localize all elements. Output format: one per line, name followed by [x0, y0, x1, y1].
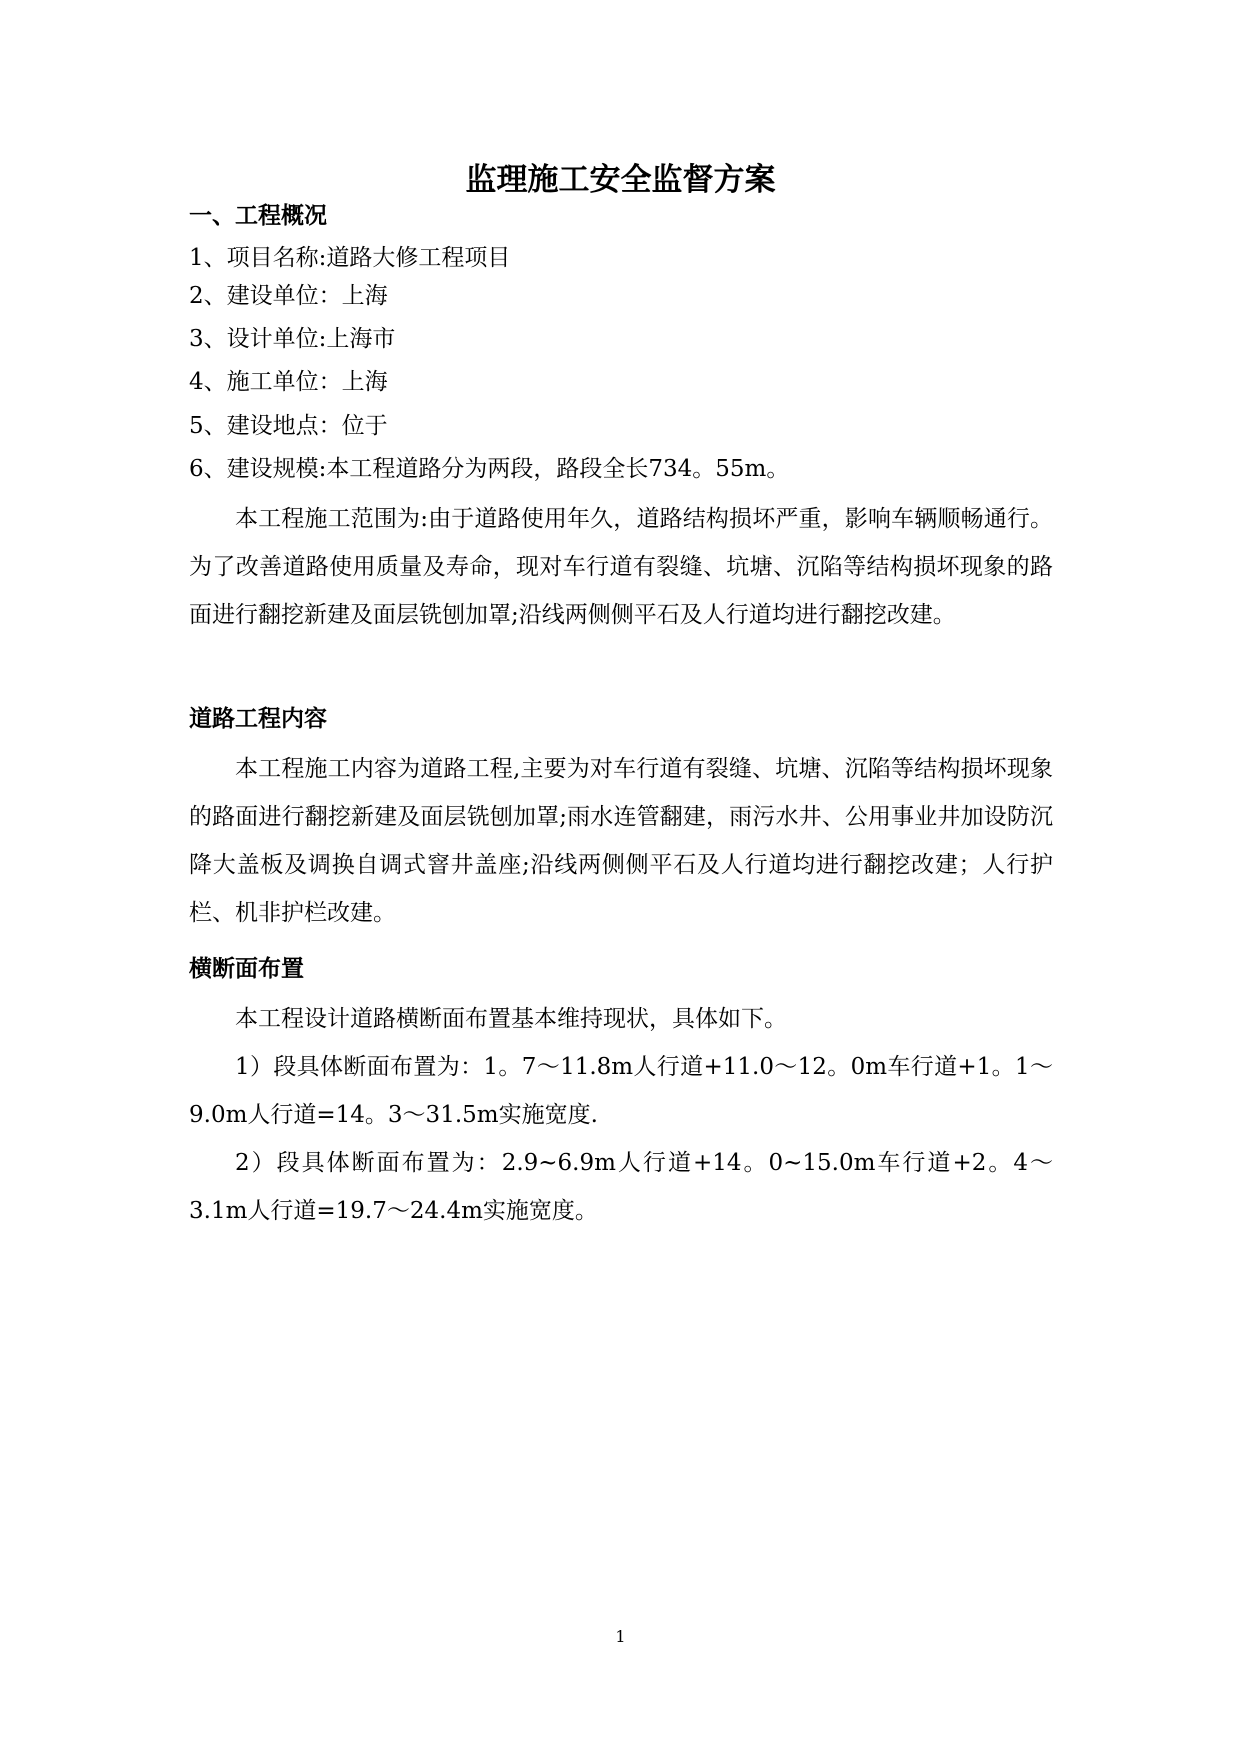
scope-paragraph: 本工程施工范围为:由于道路使用年久，道路结构损坏严重，影响车辆顺畅通行。为了改善道路使用质量及寿命，现对车行道有裂缝、坑塘、沉陷等结构损坏现象的路面进行翻挖新建及面层铣刨加罩;沿线两侧侧平石及人行道均进行翻挖改建。	[189, 506, 1053, 628]
section-heading-road-works: 道路工程内容	[189, 706, 327, 732]
cross-section-segment-2: 2）段具体断面布置为：2.9~6.9m人行道+14。0~15.0m车行道+2。4～3.1m人行道=19.7～24.4m实施宽度。	[189, 1150, 1053, 1224]
section-heading-cross-section: 横断面布置	[189, 956, 304, 982]
cross-section-segment-1: 1）段具体断面布置为：1。7～11.8m人行道+11.0～12。0m车行道+1。1～9.0m人行道=14。3～31.5m实施宽度.	[189, 1054, 1053, 1128]
overview-item-scale: 6、建设规模:本工程道路分为两段，路段全长734。55m。	[189, 456, 790, 482]
overview-item-contractor: 4、施工单位：上海	[189, 369, 388, 395]
overview-item-owner: 2、建设单位：上海	[189, 283, 388, 309]
page-number: 1	[615, 1627, 626, 1646]
overview-item-project-name: 1、项目名称:道路大修工程项目	[189, 245, 511, 271]
section-heading-overview: 一、工程概况	[189, 203, 327, 229]
document-title: 监理施工安全监督方案	[465, 162, 776, 198]
cross-section-intro: 本工程设计道路横断面布置基本维持现状，具体如下。	[235, 1006, 787, 1032]
road-works-paragraph: 本工程施工内容为道路工程,主要为对车行道有裂缝、坑塘、沉陷等结构损坏现象的路面进行翻挖新建及面层铣刨加罩;雨水连管翻建，雨污水井、公用事业井加设防沉降大盖板及调换自调式窨井盖座;沿线两侧侧平石及人行道均进行翻挖改建；人行护栏、机非护栏改建。	[189, 756, 1053, 926]
overview-item-designer: 3、设计单位:上海市	[189, 326, 396, 352]
overview-item-location: 5、建设地点：位于	[189, 413, 388, 439]
